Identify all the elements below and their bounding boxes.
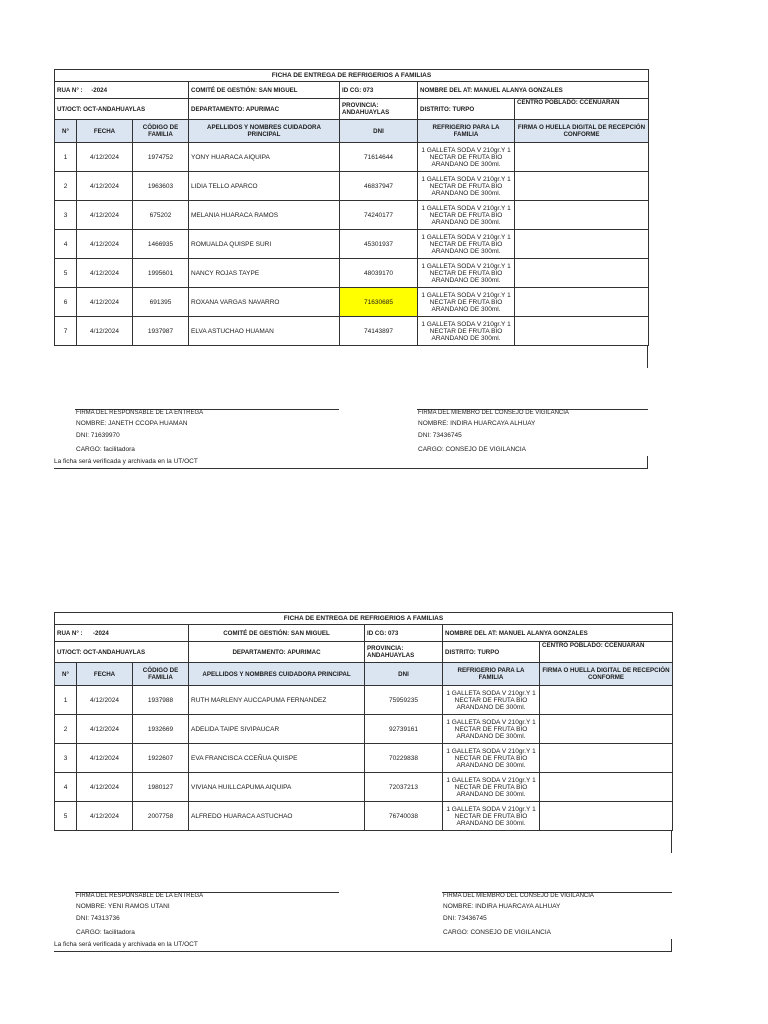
form-table <box>54 612 673 831</box>
cell-refrigerio: 1 GALLETA SODA V 210gr.Y 1 NECTAR DE FRUTA BIO ARANDANO DE 300ml. <box>443 715 540 744</box>
table-row <box>55 259 649 288</box>
table-row <box>55 230 649 259</box>
firma-responsable-label: FIRMA DEL RESPONSABLE DE LA ENTREGA <box>76 893 204 899</box>
firma-responsable-cargo: CARGO: facilitadora <box>76 446 135 453</box>
cell-nombre: MELANIA HUARACA RAMOS <box>189 201 340 230</box>
cell-firma <box>515 201 649 230</box>
table-body <box>55 686 673 831</box>
col-header-refrigerio: REFRIGERIO PARA LA FAMILIA <box>443 663 540 686</box>
cell-codigo: 1932669 <box>133 715 189 744</box>
form-title: FICHA DE ENTREGA DE REFRIGERIOS A FAMILIAS <box>55 613 673 625</box>
cell-dni: 92739161 <box>365 715 443 744</box>
table-row <box>55 172 649 201</box>
cell-firma <box>540 715 673 744</box>
table-row <box>55 744 673 773</box>
centro-poblado: CENTRO POBLADO: CCENUARAN <box>540 642 673 663</box>
departamento: DEPARTAMENTO: APURIMAC <box>189 642 365 663</box>
cell-fecha: 4/12/2024 <box>77 773 133 802</box>
cell-n: 3 <box>55 201 77 230</box>
cell-codigo: 2007758 <box>133 802 189 831</box>
cell-n: 5 <box>55 802 77 831</box>
firma-vigilancia-dni: DNI: 73436745 <box>443 915 487 922</box>
cell-nombre: ROXANA VARGAS NAVARRO <box>189 288 340 317</box>
distrito: DISTRITO: TURPO <box>443 642 540 663</box>
comite-gestion: COMITÉ DE GESTIÓN: SAN MIGUEL <box>189 625 365 642</box>
firma-vigilancia-nombre: NOMBRE: INDIRA HUARCAYA ALHUAY <box>443 903 561 910</box>
col-header-firma: FIRMA O HUELLA DIGITAL DE RECEPCIÓN CONFORME <box>515 120 649 143</box>
col-header-refrigerio: REFRIGERIO PARA LA FAMILIA <box>418 120 515 143</box>
form-title: FICHA DE ENTREGA DE REFRIGERIOS A FAMILIAS <box>55 70 649 82</box>
firma-responsable-nombre: NOMBRE: JANETH CCOPA HUAMAN <box>76 420 188 427</box>
col-header-firma: FIRMA O HUELLA DIGITAL DE RECEPCIÓN CONFORME <box>540 663 673 686</box>
cell-fecha: 4/12/2024 <box>77 230 133 259</box>
cell-n: 2 <box>55 715 77 744</box>
cell-firma <box>515 143 649 172</box>
cell-refrigerio: 1 GALLETA SODA V 210gr.Y 1 NECTAR DE FRUTA BIO ARANDANO DE 300ml. <box>418 288 515 317</box>
firma-vigilancia-cargo: CARGO: CONSEJO DE VIGILANCIA <box>418 446 526 453</box>
table-row <box>55 773 673 802</box>
comite-gestion: COMITÉ DE GESTIÓN: SAN MIGUEL <box>189 82 340 99</box>
cell-fecha: 4/12/2024 <box>77 143 133 172</box>
firma-vigilancia-nombre: NOMBRE: INDIRA HUARCAYA ALHUAY <box>418 420 536 427</box>
table-row <box>55 288 649 317</box>
table-row <box>55 317 649 346</box>
ut-oct: UT/OCT: OCT-ANDAHUAYLAS <box>55 642 189 663</box>
cell-firma <box>540 802 673 831</box>
cell-codigo: 1937988 <box>133 686 189 715</box>
firma-responsable-cargo: CARGO: facilitadora <box>76 929 135 936</box>
cell-refrigerio: 1 GALLETA SODA V 210gr.Y 1 NECTAR DE FRUTA BIO ARANDANO DE 300ml. <box>443 773 540 802</box>
col-header-codigo: CÓDIGO DE FAMILIA <box>133 663 189 686</box>
cell-firma <box>515 259 649 288</box>
cell-nombre: ELVA ASTUCHAO HUAMAN <box>189 317 340 346</box>
firma-responsable-dni: DNI: 74313736 <box>76 915 120 922</box>
firma-vigilancia-label: FIRMA DEL MIEMBRO DEL CONSEJO DE VIGILANCIA <box>418 410 569 416</box>
cell-fecha: 4/12/2024 <box>77 802 133 831</box>
delivery-form-2 <box>54 612 672 955</box>
cell-fecha: 4/12/2024 <box>77 201 133 230</box>
distrito: DISTRITO: TURPO <box>418 99 515 120</box>
cell-codigo: 1937987 <box>133 317 189 346</box>
provincia: PROVINCIA: ANDAHUAYLAS <box>340 99 418 120</box>
cell-refrigerio: 1 GALLETA SODA V 210gr.Y 1 NECTAR DE FRUTA BIO ARANDANO DE 300ml. <box>418 172 515 201</box>
cell-firma <box>540 686 673 715</box>
cell-nombre: EVA FRANCISCA CCEÑUA QUISPE <box>189 744 365 773</box>
column-headers <box>55 663 673 686</box>
cell-firma <box>515 230 649 259</box>
firma-responsable-nombre: NOMBRE: YENI RAMOS UTANI <box>76 903 170 910</box>
firma-vigilancia-dni: DNI: 73436745 <box>418 432 462 439</box>
cell-dni: 48039170 <box>340 259 418 288</box>
firma-responsable-dni: DNI: 71639970 <box>76 432 120 439</box>
cell-firma <box>540 744 673 773</box>
cell-dni: 71614644 <box>340 143 418 172</box>
column-headers <box>55 120 649 143</box>
cell-n: 4 <box>55 773 77 802</box>
cell-codigo: 1922607 <box>133 744 189 773</box>
cell-fecha: 4/12/2024 <box>77 317 133 346</box>
cell-codigo: 1980127 <box>133 773 189 802</box>
cell-refrigerio: 1 GALLETA SODA V 210gr.Y 1 NECTAR DE FRUTA BIO ARANDANO DE 300ml. <box>443 744 540 773</box>
delivery-form-1 <box>54 69 648 472</box>
cell-dni: 74143897 <box>340 317 418 346</box>
cell-n: 3 <box>55 744 77 773</box>
cell-dni: 76740038 <box>365 802 443 831</box>
signature-area <box>54 831 672 941</box>
cell-refrigerio: 1 GALLETA SODA V 210gr.Y 1 NECTAR DE FRUTA BIO ARANDANO DE 300ml. <box>418 259 515 288</box>
cell-n: 1 <box>55 143 77 172</box>
cell-nombre: ADELIDA TAIPE SIVIPAUCAR <box>189 715 365 744</box>
table-row <box>55 715 673 744</box>
cell-fecha: 4/12/2024 <box>77 172 133 201</box>
cell-codigo: 691395 <box>133 288 189 317</box>
departamento: DEPARTAMENTO: APURIMAC <box>189 99 340 120</box>
cell-refrigerio: 1 GALLETA SODA V 210gr.Y 1 NECTAR DE FRUTA BIO ARANDANO DE 300ml. <box>418 317 515 346</box>
cell-codigo: 1974752 <box>133 143 189 172</box>
col-header-n: N° <box>55 663 77 686</box>
cell-dni: 71630685 <box>340 288 418 317</box>
rua-number: RUA N° : -2024 <box>55 82 189 99</box>
cell-codigo: 1963603 <box>133 172 189 201</box>
id-cg: ID CG: 073 <box>340 82 418 99</box>
cell-nombre: ALFREDO HUARACA ASTUCHAO <box>189 802 365 831</box>
col-header-nombres: APELLIDOS Y NOMBRES CUIDADORA PRINCIPAL <box>189 120 340 143</box>
cell-n: 1 <box>55 686 77 715</box>
col-header-dni: DNI <box>340 120 418 143</box>
cell-refrigerio: 1 GALLETA SODA V 210gr.Y 1 NECTAR DE FRUTA BIO ARANDANO DE 300ml. <box>418 143 515 172</box>
table-body <box>55 143 649 346</box>
col-header-dni: DNI <box>365 663 443 686</box>
footer-note: La ficha será verificada y archivada en la UT/OCT <box>54 941 198 948</box>
footer-note: La ficha será verificada y archivada en la UT/OCT <box>54 458 198 465</box>
col-header-codigo: CÓDIGO DE FAMILIA <box>133 120 189 143</box>
ut-oct: UT/OCT: OCT-ANDAHUAYLAS <box>55 99 189 120</box>
cell-fecha: 4/12/2024 <box>77 288 133 317</box>
cell-fecha: 4/12/2024 <box>77 744 133 773</box>
provincia: PROVINCIA: ANDAHUAYLAS <box>365 642 443 663</box>
cell-nombre: YONY HUARACA AIQUIPA <box>189 143 340 172</box>
table-row <box>55 686 673 715</box>
nombre-at: NOMBRE DEL AT: MANUEL ALANYA GONZALES <box>418 82 649 99</box>
col-header-fecha: FECHA <box>77 120 133 143</box>
cell-firma <box>515 288 649 317</box>
cell-n: 5 <box>55 259 77 288</box>
cell-nombre: RUTH MARLENY AUCCAPUMA FERNANDEZ <box>189 686 365 715</box>
cell-nombre: NANCY ROJAS TAYPE <box>189 259 340 288</box>
cell-firma <box>515 317 649 346</box>
cell-refrigerio: 1 GALLETA SODA V 210gr.Y 1 NECTAR DE FRUTA BIO ARANDANO DE 300ml. <box>443 686 540 715</box>
cell-refrigerio: 1 GALLETA SODA V 210gr.Y 1 NECTAR DE FRUTA BIO ARANDANO DE 300ml. <box>418 230 515 259</box>
cell-n: 6 <box>55 288 77 317</box>
firma-vigilancia-label: FIRMA DEL MIEMBRO DEL CONSEJO DE VIGILANCIA <box>443 893 594 899</box>
cell-codigo: 675202 <box>133 201 189 230</box>
cell-dni: 72037213 <box>365 773 443 802</box>
cell-dni: 45301937 <box>340 230 418 259</box>
cell-codigo: 1995601 <box>133 259 189 288</box>
firma-vigilancia-cargo: CARGO: CONSEJO DE VIGILANCIA <box>443 929 551 936</box>
col-header-nombres: APELLIDOS Y NOMBRES CUIDADORA PRINCIPAL <box>189 663 365 686</box>
centro-poblado: CENTRO POBLADO: CCENUARAN <box>515 99 649 120</box>
table-row <box>55 802 673 831</box>
cell-dni: 75959235 <box>365 686 443 715</box>
cell-firma <box>515 172 649 201</box>
table-row <box>55 201 649 230</box>
signature-area <box>54 346 648 458</box>
cell-dni: 46837947 <box>340 172 418 201</box>
form-table <box>54 69 649 346</box>
cell-nombre: VIVIANA HUILLCAPUMA AIQUIPA <box>189 773 365 802</box>
cell-n: 2 <box>55 172 77 201</box>
cell-refrigerio: 1 GALLETA SODA V 210gr.Y 1 NECTAR DE FRUTA BIO ARANDANO DE 300ml. <box>443 802 540 831</box>
cell-fecha: 4/12/2024 <box>77 259 133 288</box>
table-row <box>55 143 649 172</box>
cell-n: 7 <box>55 317 77 346</box>
cell-nombre: LIDIA TELLO APARCO <box>189 172 340 201</box>
cell-dni: 70229838 <box>365 744 443 773</box>
cell-n: 4 <box>55 230 77 259</box>
cell-refrigerio: 1 GALLETA SODA V 210gr.Y 1 NECTAR DE FRUTA BIO ARANDANO DE 300ml. <box>418 201 515 230</box>
cell-nombre: ROMUALDA QUISPE SURI <box>189 230 340 259</box>
firma-responsable-label: FIRMA DEL RESPONSABLE DE LA ENTREGA <box>76 410 204 416</box>
nombre-at: NOMBRE DEL AT: MANUEL ALANYA GONZALES <box>443 625 673 642</box>
col-header-n: N° <box>55 120 77 143</box>
cell-codigo: 1466935 <box>133 230 189 259</box>
cell-fecha: 4/12/2024 <box>77 686 133 715</box>
cell-fecha: 4/12/2024 <box>77 715 133 744</box>
cell-dni: 74240177 <box>340 201 418 230</box>
col-header-fecha: FECHA <box>77 663 133 686</box>
rua-number: RUA N° : -2024 <box>55 625 189 642</box>
id-cg: ID CG: 073 <box>365 625 443 642</box>
cell-firma <box>540 773 673 802</box>
